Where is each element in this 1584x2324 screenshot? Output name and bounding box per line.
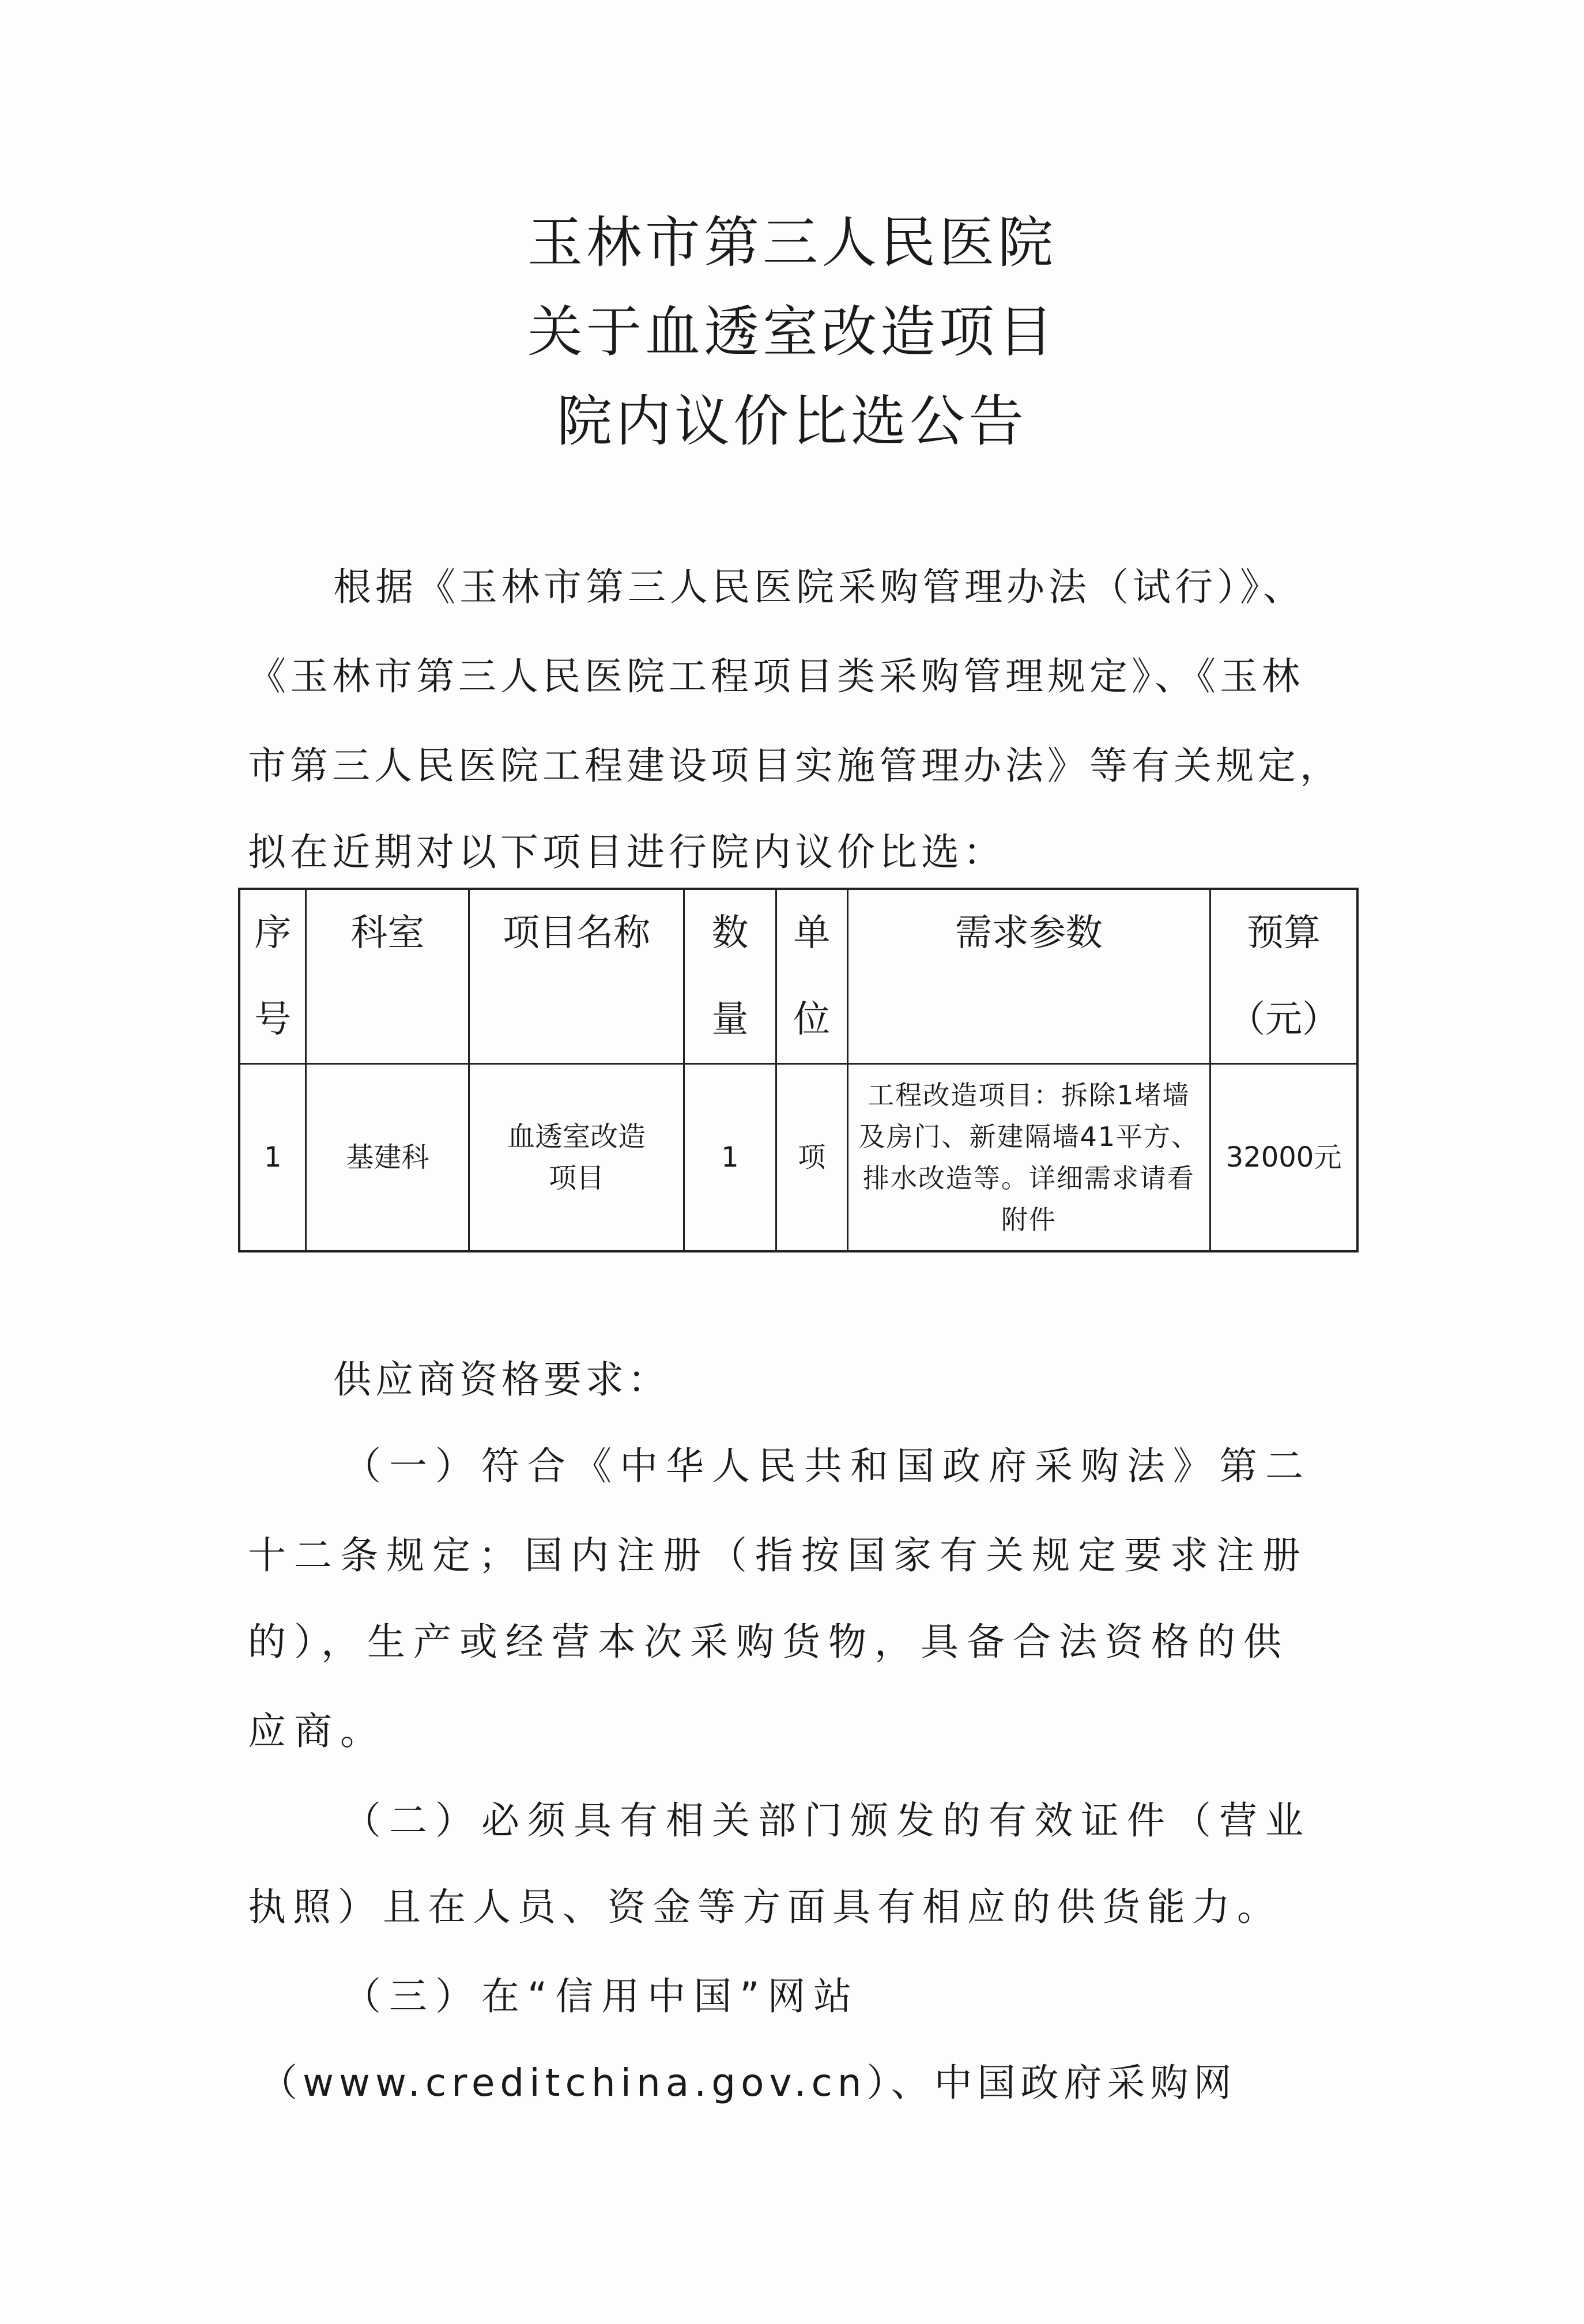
cell-no: 1: [239, 1064, 306, 1252]
cell-unit: 项: [776, 1064, 847, 1252]
qual-line-3: 的），生产或经营本次采购货物，具备合法资格的供: [248, 1620, 1289, 1664]
cell-requirements: 工程改造项目：拆除1堵墙及房门、新建隔墙41平方、排水改造等。详细需求请看附件: [847, 1064, 1210, 1252]
table-header-row: [239, 889, 1357, 1064]
qual-line-2: 十二条规定；国内注册（指按国家有关规定要求注册: [248, 1533, 1308, 1578]
intro-line-1: 根据《玉林市第三人民医院采购管理办法（试行）》、: [333, 565, 1305, 609]
intro-line-4: 拟在近期对以下项目进行院内议价比选：: [248, 830, 1005, 874]
intro-line-3: 市第三人民医院工程建设项目实施管理办法》等有关规定，: [248, 744, 1342, 788]
header-no: 序号: [239, 889, 306, 1064]
qual-line-8: （www.creditchina.gov.cn）、中国政府采购网: [259, 2061, 1237, 2105]
cell-dept: 基建科: [306, 1064, 469, 1252]
header-requirements: 需求参数: [847, 889, 1210, 1064]
qual-line-1: （一）符合《中华人民共和国政府采购法》第二: [343, 1444, 1311, 1488]
items-table: [238, 888, 1359, 1252]
qualification-heading: 供应商资格要求：: [333, 1357, 670, 1402]
title-line-3: 院内议价比选公告: [557, 389, 1027, 454]
header-name: 项目名称: [469, 889, 684, 1064]
title-line-2: 关于血透室改造项目: [527, 300, 1057, 364]
table-row: [239, 1064, 1357, 1252]
header-dept: 科室: [306, 889, 469, 1064]
header-unit: 单位: [776, 889, 847, 1064]
qual-line-6: 执照）且在人员、资金等方面具有相应的供货能力。: [248, 1885, 1282, 1929]
qual-line-5: （二）必须具有相关部门颁发的有效证件（营业: [343, 1798, 1311, 1843]
cell-name: 血透室改造项目: [469, 1064, 684, 1252]
title-line-1: 玉林市第三人民医院: [527, 210, 1057, 275]
header-budget: 预算（元）: [1210, 889, 1357, 1064]
header-qty: 数量: [684, 889, 776, 1064]
intro-line-2: 《玉林市第三人民医院工程项目类采购管理规定》、《玉林: [248, 654, 1304, 699]
cell-budget: 32000元: [1210, 1064, 1357, 1252]
qual-line-7: （三）在“信用中国”网站: [343, 1974, 860, 2019]
qual-line-4: 应商。: [248, 1709, 386, 1753]
cell-qty: 1: [684, 1064, 776, 1252]
